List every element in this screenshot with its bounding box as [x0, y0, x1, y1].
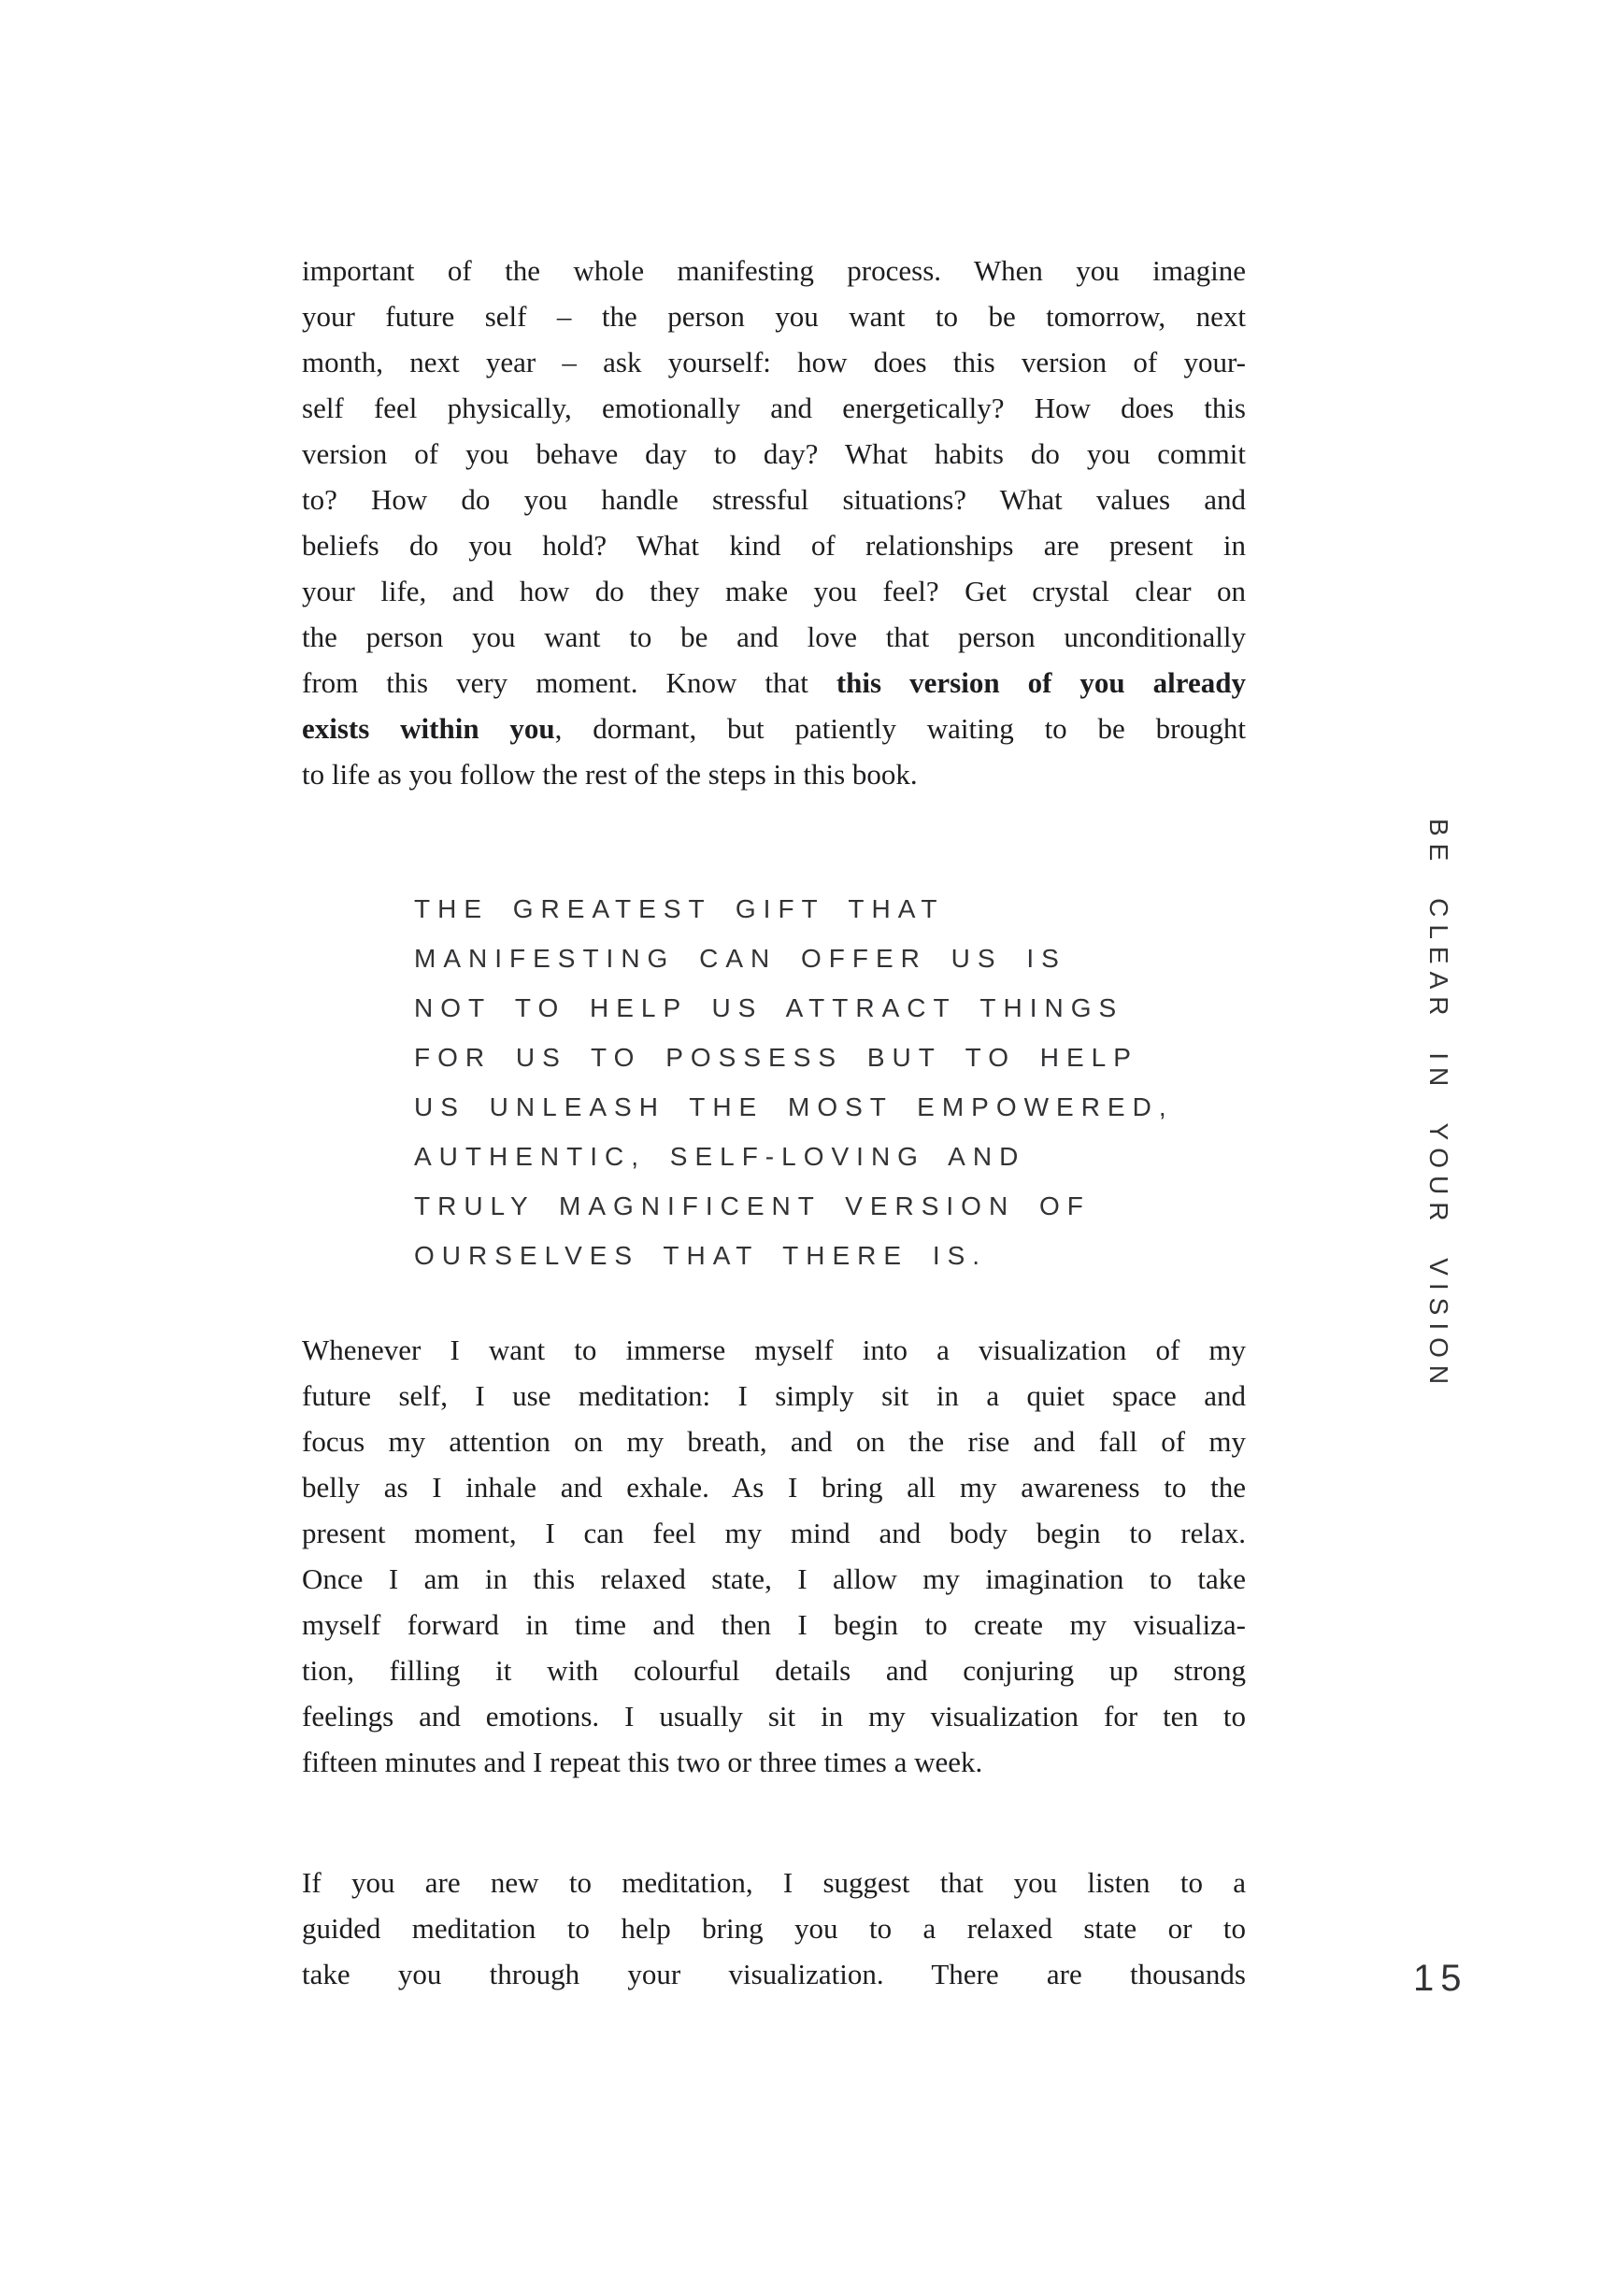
- text-run: month, next year – ask yourself: how does this version of your-: [302, 346, 1246, 378]
- text-run: myself forward in time and then I begin to create my visualiza-: [302, 1608, 1246, 1641]
- quote-line: TRULY MAGNIFICENT VERSION OF: [414, 1191, 1091, 1220]
- bold-text-run: exists within you: [302, 712, 555, 745]
- quote-line: OURSELVES THAT THERE IS.: [414, 1241, 988, 1270]
- margin-chapter-title: BE CLEAR IN YOUR VISION: [1424, 819, 1453, 1392]
- text-line: [302, 1373, 1246, 1419]
- text-run: Once I am in this relaxed state, I allow my imagination to take: [302, 1562, 1246, 1595]
- quote-line: AUTHENTIC, SELF-LOVING AND: [414, 1142, 1026, 1171]
- text-run: tion, filling it with colourful details and conjuring up strong: [302, 1654, 1246, 1687]
- text-line: [302, 706, 1246, 751]
- quote-line: MANIFESTING CAN OFFER US IS: [414, 944, 1066, 973]
- text-run: to life as you follow the rest of the steps in this book.: [302, 758, 918, 791]
- text-run: the person you want to be and love that person unconditionally: [302, 620, 1246, 653]
- text-line: [302, 1327, 1246, 1373]
- text-line: [302, 248, 1246, 293]
- page-number: 15: [1413, 1958, 1468, 1999]
- text-run: , dormant, but patiently waiting to be brought: [554, 712, 1247, 745]
- text-line: [302, 1510, 1246, 1556]
- pull-quote: [414, 884, 1174, 1280]
- bold-text-run: this version of you already: [836, 666, 1246, 699]
- text-line: [302, 751, 1246, 797]
- quote-line: NOT TO HELP US ATTRACT THINGS: [414, 993, 1124, 1022]
- text-line: [302, 660, 1246, 706]
- text-run: Whenever I want to immerse myself into a visualization of my: [302, 1333, 1246, 1366]
- text-line: [302, 1739, 1246, 1785]
- text-run: your future self – the person you want to be tomorrow, next: [302, 300, 1246, 333]
- text-line: [302, 293, 1246, 339]
- text-line: [302, 522, 1246, 568]
- text-run: focus my attention on my breath, and on the rise and fall of my: [302, 1425, 1246, 1458]
- quote-line: US UNLEASH THE MOST EMPOWERED,: [414, 1092, 1174, 1121]
- text-line: [302, 1647, 1246, 1693]
- text-run: take you through your visualization. There are thousands: [302, 1958, 1246, 1990]
- body-paragraph-2: [302, 1327, 1246, 1785]
- body-paragraph-3: [302, 1860, 1246, 1997]
- text-run: beliefs do you hold? What kind of relationships are present in: [302, 529, 1246, 562]
- text-line: [302, 1602, 1246, 1647]
- text-run: belly as I inhale and exhale. As I bring all my awareness to the: [302, 1471, 1246, 1504]
- text-line: [302, 1905, 1246, 1951]
- text-run: feelings and emotions. I usually sit in my visualization for ten to: [302, 1700, 1246, 1733]
- text-run: your life, and how do they make you feel? Get crystal clear on: [302, 575, 1246, 607]
- text-run: If you are new to meditation, I suggest that you listen to a: [302, 1866, 1246, 1899]
- quote-line: FOR US TO POSSESS BUT TO HELP: [414, 1043, 1138, 1072]
- text-line: [302, 1951, 1246, 1997]
- text-line: [302, 1693, 1246, 1739]
- text-run: important of the whole manifesting process. When you imagine: [302, 254, 1246, 287]
- text-run: self feel physically, emotionally and energetically? How does this: [302, 392, 1246, 424]
- text-run: from this very moment. Know that: [302, 666, 836, 699]
- text-run: present moment, I can feel my mind and body begin to relax.: [302, 1517, 1246, 1549]
- text-line: [302, 385, 1246, 431]
- text-line: [302, 1860, 1246, 1905]
- text-run: future self, I use meditation: I simply sit in a quiet space and: [302, 1379, 1246, 1412]
- body-paragraph-1: [302, 248, 1246, 797]
- text-line: [302, 1464, 1246, 1510]
- text-line: [302, 568, 1246, 614]
- text-line: [302, 431, 1246, 477]
- quote-line: THE GREATEST GIFT THAT: [414, 894, 945, 923]
- text-line: [302, 477, 1246, 522]
- text-run: guided meditation to help bring you to a relaxed state or to: [302, 1912, 1246, 1945]
- text-line: [302, 1556, 1246, 1602]
- text-line: [302, 339, 1246, 385]
- text-line: [302, 614, 1246, 660]
- text-line: [302, 1419, 1246, 1464]
- text-run: to? How do you handle stressful situations? What values and: [302, 483, 1246, 516]
- text-run: version of you behave day to day? What habits do you commit: [302, 437, 1246, 470]
- text-run: fifteen minutes and I repeat this two or three times a week.: [302, 1746, 983, 1778]
